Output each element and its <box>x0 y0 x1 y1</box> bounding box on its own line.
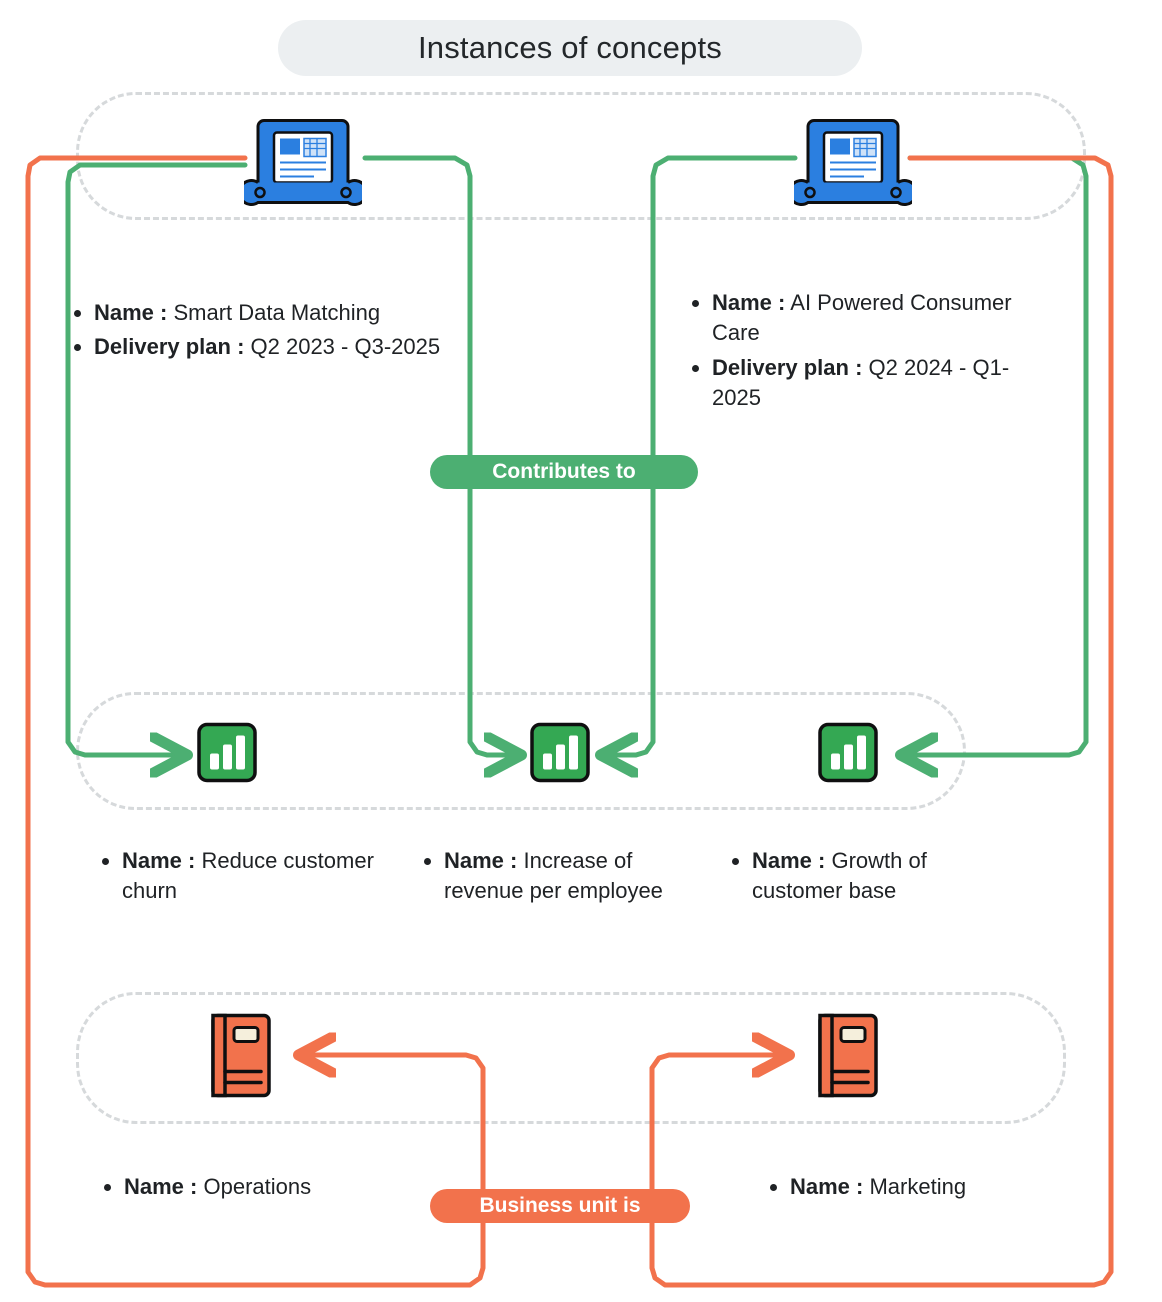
initiative-2-properties <box>686 288 1046 417</box>
initiative-1-properties <box>68 298 448 367</box>
initiative-1-delivery-plan: • Delivery plan : Q2 2023 - Q3-2025 <box>94 332 448 362</box>
initiative-1-name: • Name : Smart Data Matching <box>94 298 448 328</box>
relationship-label-contributes-to: Contributes to <box>430 455 698 489</box>
business-unit-1-properties <box>98 1172 398 1206</box>
initiative-2-name: • Name : AI Powered Consumer Care <box>712 288 1046 349</box>
business-unit-1-name: • Name : Operations <box>124 1172 398 1202</box>
business-unit-2-name: • Name : Marketing <box>790 1172 1064 1202</box>
label-delivery-plan: Delivery plan : <box>94 334 245 360</box>
page-title: Instances of concepts <box>278 20 862 76</box>
label-name: Name : <box>790 1174 864 1199</box>
label-name: Name : <box>124 1174 198 1199</box>
blueprint-icon[interactable] <box>794 113 912 214</box>
label-name: Name : <box>752 848 826 873</box>
label-name: Name : <box>94 300 168 325</box>
objective-1-name: • Name : Reduce customer churn <box>122 846 396 907</box>
label-name: Name : <box>122 848 196 873</box>
bar-chart-icon[interactable] <box>526 719 594 792</box>
label-delivery-plan: Delivery plan : <box>712 354 863 380</box>
blueprint-icon[interactable] <box>244 113 362 214</box>
initiative-2-delivery-plan: • Delivery plan : Q2 2024 - Q1-2025 <box>712 353 1046 414</box>
objective-1-properties <box>96 846 396 911</box>
business-unit-2-properties <box>764 1172 1064 1206</box>
relationship-label-business-unit-is: Business unit is <box>430 1189 690 1223</box>
initiatives-group <box>76 92 1086 220</box>
book-icon[interactable] <box>808 1008 888 1109</box>
label-name: Name : <box>444 848 518 873</box>
objective-2-properties <box>418 846 708 911</box>
bar-chart-icon[interactable] <box>193 719 261 792</box>
objective-3-properties <box>726 846 1006 911</box>
objective-3-name: • Name : Growth of customer base <box>752 846 1006 907</box>
book-icon[interactable] <box>201 1008 281 1109</box>
bar-chart-icon[interactable] <box>814 719 882 792</box>
label-name: Name : <box>712 290 786 315</box>
objective-2-name: • Name : Increase of revenue per employee <box>444 846 708 907</box>
